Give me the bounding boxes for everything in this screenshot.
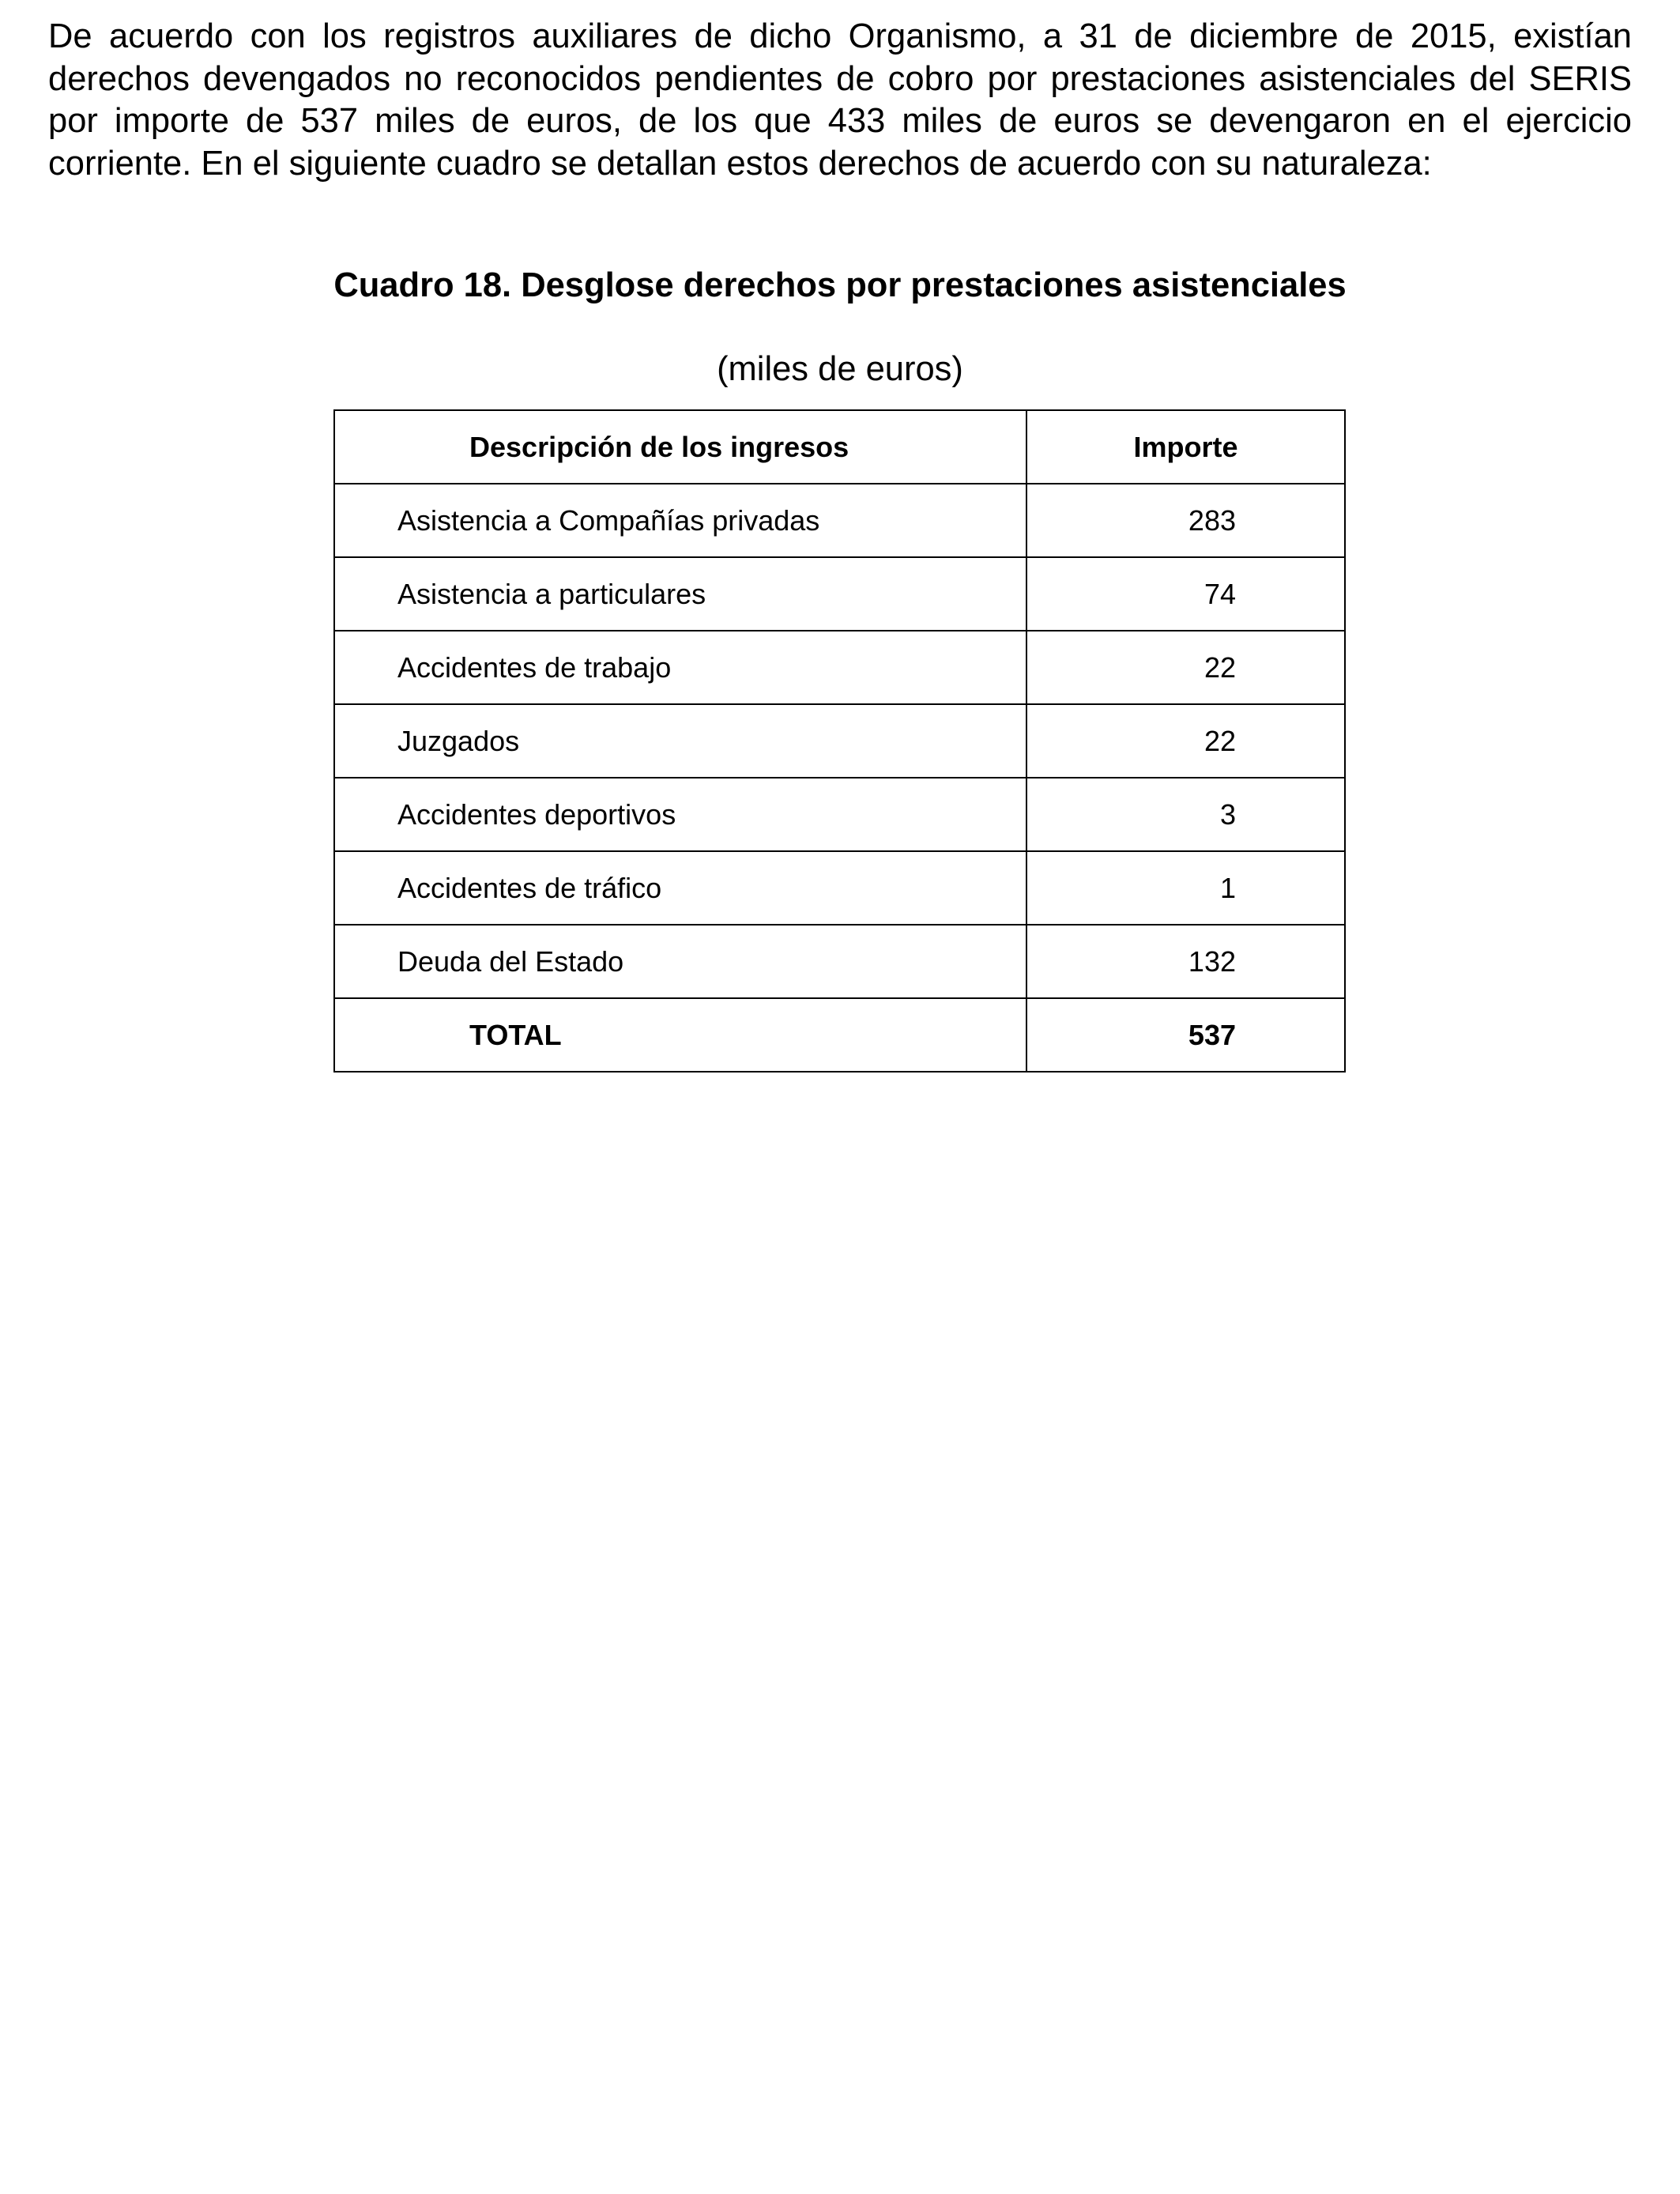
total-label: TOTAL <box>334 998 1026 1072</box>
table-row <box>334 557 1345 631</box>
row-description: Juzgados <box>334 704 1026 778</box>
row-amount: 3 <box>1026 778 1345 851</box>
total-amount: 537 <box>1026 998 1345 1072</box>
row-amount: 132 <box>1026 925 1345 998</box>
row-description: Deuda del Estado <box>334 925 1026 998</box>
table-row <box>334 631 1345 704</box>
header-amount: Importe <box>1026 410 1345 484</box>
row-description: Accidentes de tráfico <box>334 851 1026 925</box>
table-row <box>334 851 1345 925</box>
table-row <box>334 778 1345 851</box>
table-unit: (miles de euros) <box>717 350 963 388</box>
table-title: Cuadro 18. Desglose derechos por prestaciones asistenciales <box>333 266 1347 304</box>
header-description: Descripción de los ingresos <box>334 410 1026 484</box>
row-amount: 22 <box>1026 704 1345 778</box>
table-total-row <box>334 998 1345 1072</box>
row-amount: 74 <box>1026 557 1345 631</box>
row-amount: 283 <box>1026 484 1345 557</box>
row-description: Asistencia a Compañías privadas <box>334 484 1026 557</box>
row-description: Accidentes deportivos <box>334 778 1026 851</box>
table-row <box>334 704 1345 778</box>
table-row <box>334 484 1345 557</box>
row-amount: 1 <box>1026 851 1345 925</box>
table-row <box>334 925 1345 998</box>
row-description: Accidentes de trabajo <box>334 631 1026 704</box>
table-header-row <box>334 410 1345 484</box>
intro-paragraph: De acuerdo con los registros auxiliares de dicho Organismo, a 31 de diciembre de 2015, existían derechos devengados no reconocidos pendientes de cobro por prestaciones asistenciales del SERIS por importe de 537 miles de euros, de los que 433 miles de euros se devengaron en el ejercicio corriente. En el siguiente cuadro se detallan estos derechos de acuerdo con su naturaleza: <box>48 17 1632 183</box>
rights-breakdown-table <box>333 409 1346 1072</box>
row-amount: 22 <box>1026 631 1345 704</box>
row-description: Asistencia a particulares <box>334 557 1026 631</box>
